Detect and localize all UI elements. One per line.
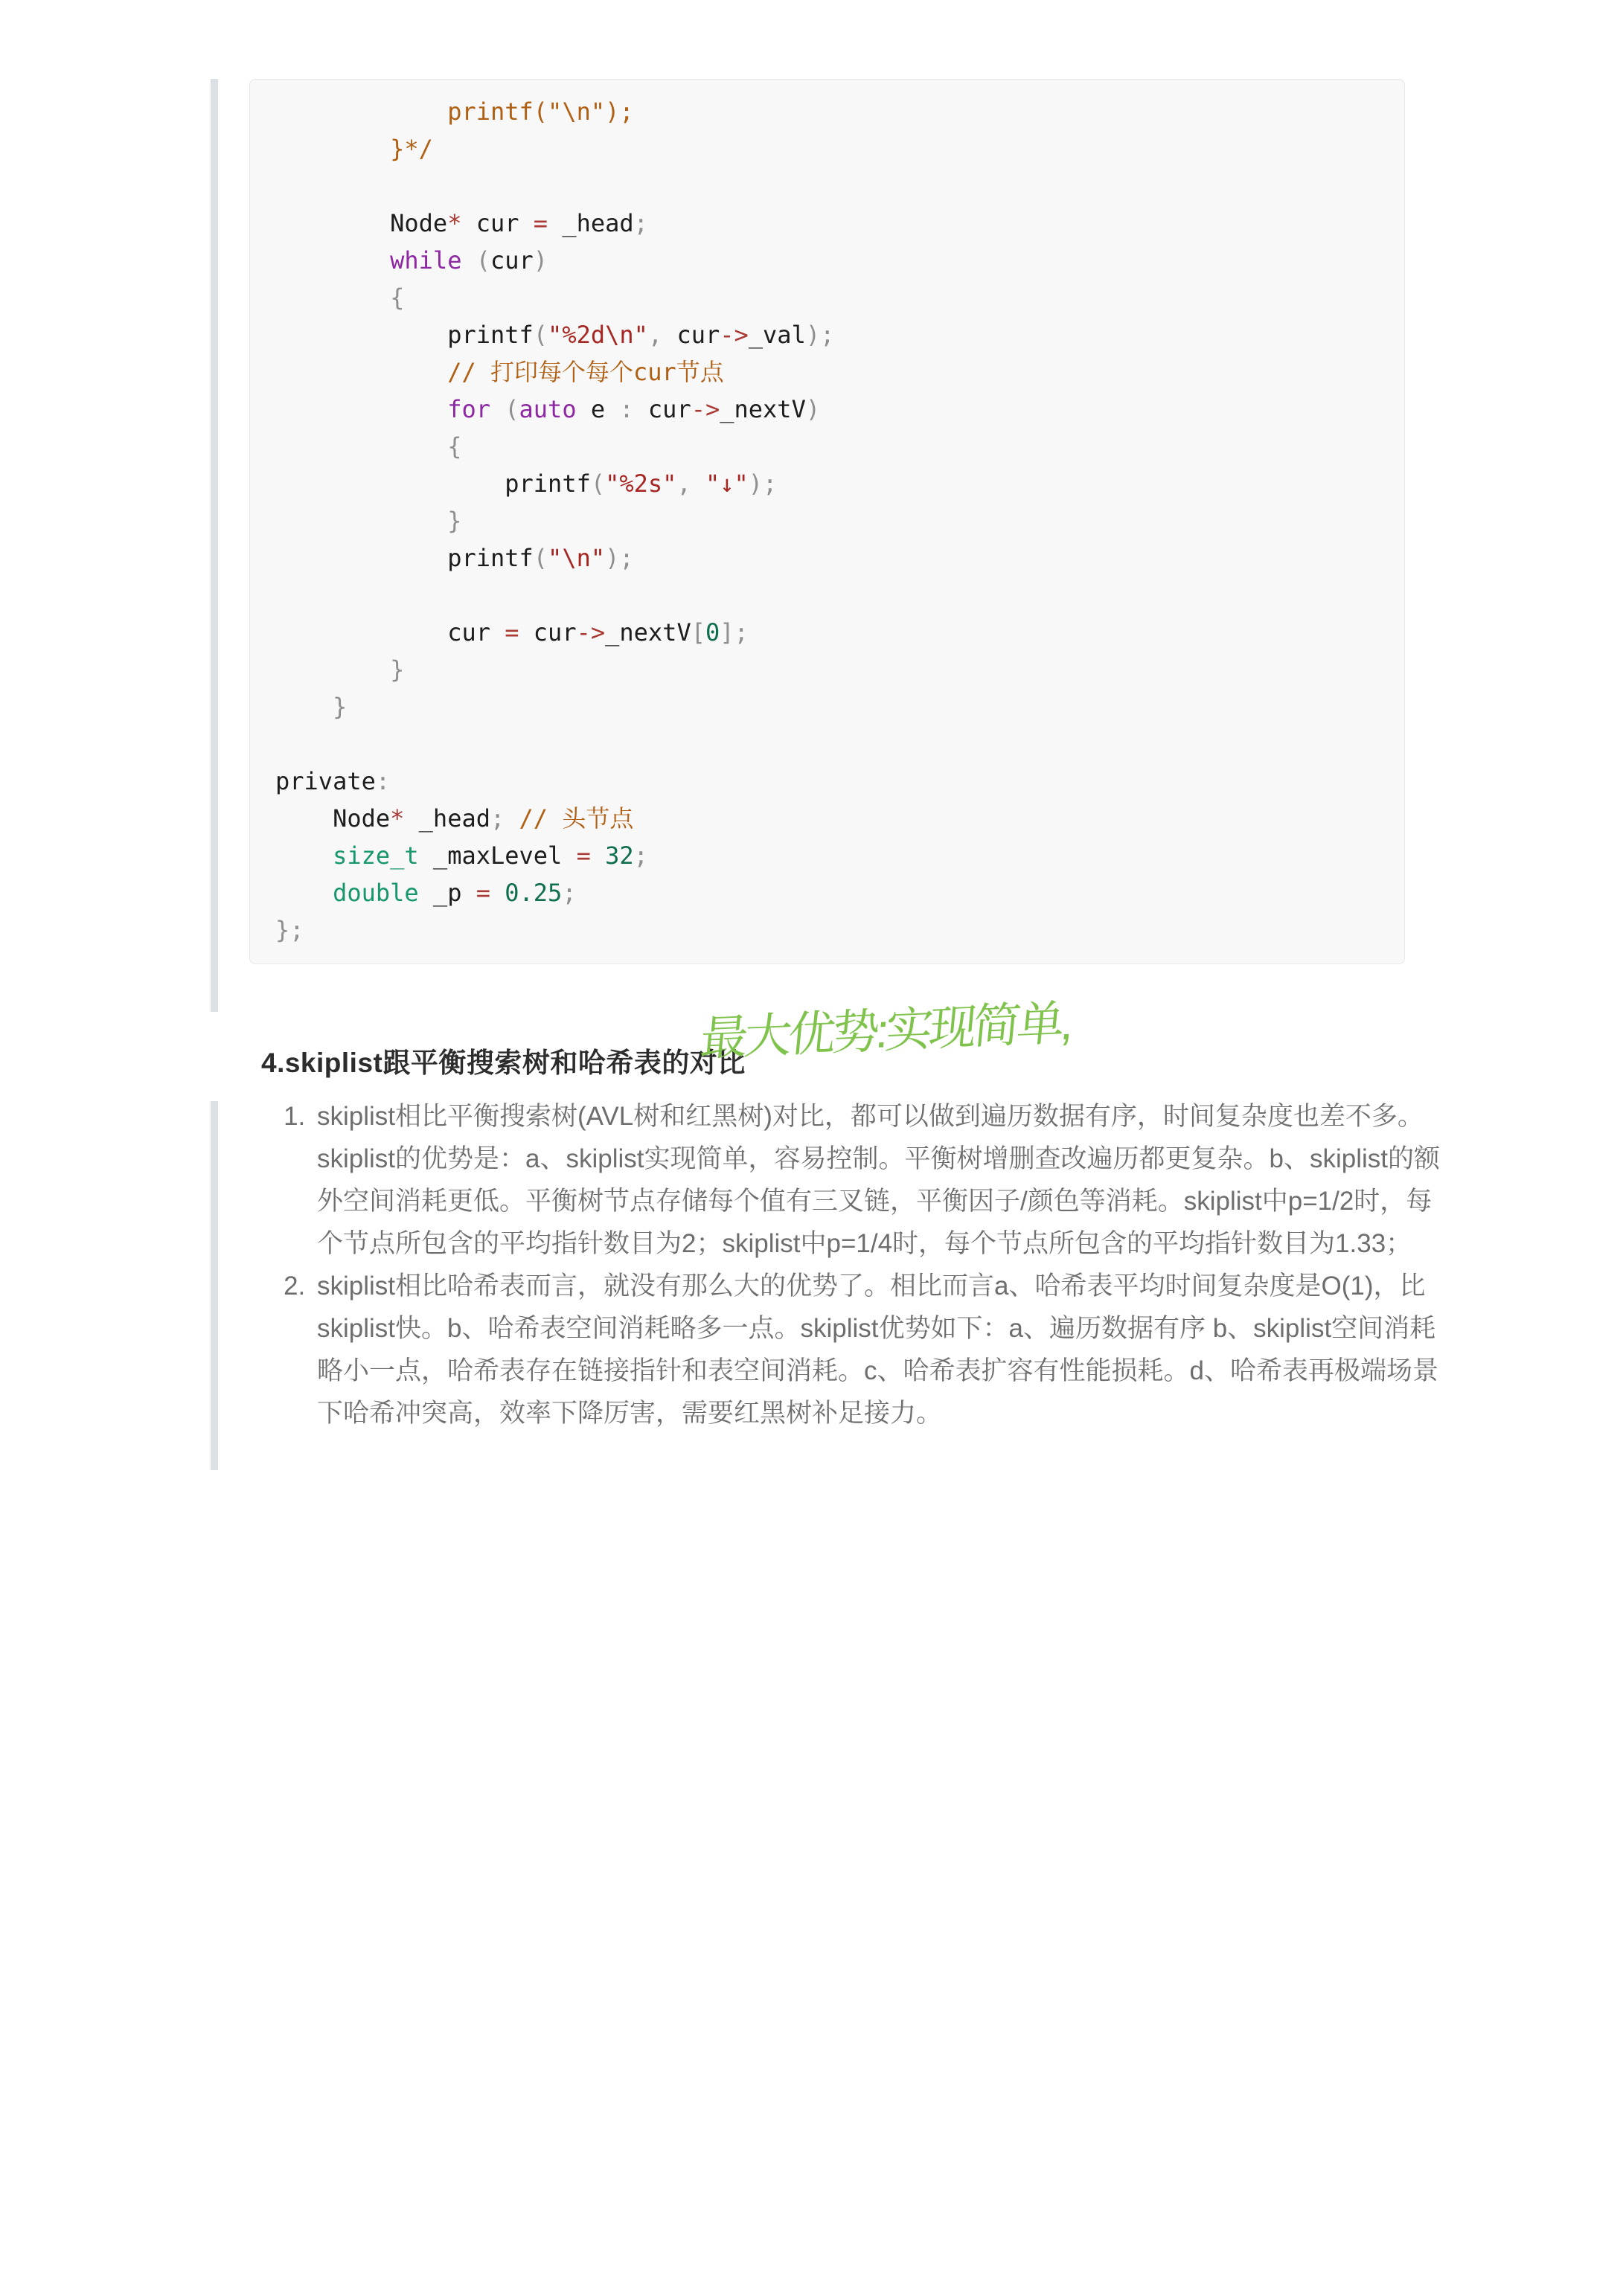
handwritten-annotation: 最大优势:实现简单, — [697, 995, 1073, 1066]
code-line: printf("\n"); — [275, 97, 634, 126]
code-line: { — [275, 283, 405, 312]
code-line — [275, 577, 1382, 614]
left-indicator-bar-top — [211, 79, 218, 1012]
code-block — [249, 79, 1405, 964]
code-line: for (auto e : cur->_nextV) — [275, 395, 821, 423]
code-line: printf("%2d\n", cur->_val); — [275, 321, 835, 349]
code-line: size_t _maxLevel = 32; — [275, 841, 648, 870]
code-line: } — [275, 507, 462, 535]
code-line: cur = cur->_nextV[0]; — [275, 618, 749, 647]
code-line: double _p = 0.25; — [275, 879, 577, 907]
code-line: }; — [275, 916, 304, 944]
code-line — [275, 167, 1382, 205]
code-line: printf("\n"); — [275, 544, 634, 572]
comparison-list — [249, 1095, 1455, 1434]
code-line: Node* cur = _head; — [275, 209, 648, 237]
code-line: Node* _head; // 头节点 — [275, 804, 634, 833]
code-line: }*/ — [275, 135, 433, 163]
code-line: printf("%2s", "↓"); — [275, 469, 778, 498]
code-line: } — [275, 693, 348, 721]
code-content — [275, 93, 1382, 949]
code-line: private: — [275, 767, 391, 795]
code-line — [275, 725, 1382, 763]
list-item: 2. skiplist相比哈希表而言，就没有那么大的优势了。相比而言a、哈希表平均时间复杂度是O(1)，比skiplist快。b、哈希表空间消耗略多一点。skiplist优势如下：a、遍历数据有序 b、skiplist空间消耗略小一点，哈希表存在链接指针和表空间消耗。c、哈希表扩容有性能损耗。d、哈希表再极端场景下哈希冲突高，效率下降厉害，需要红黑树补足接力。 — [313, 1265, 1455, 1434]
code-line: { — [275, 432, 462, 461]
list-item: 1. skiplist相比平衡搜索树(AVL树和红黑树)对比，都可以做到遍历数据有序，时间复杂度也差不多。skiplist的优势是：a、skiplist实现简单，容易控制。平衡树增删查改遍历都更复杂。b、skiplist的额外空间消耗更低。平衡树节点存储每个值有三叉链，平衡因子/颜色等消耗。skiplist中p=1/2时，每个节点所包含的平均指针数目为2；skiplist中p=1/4时，每个节点所包含的平均指针数目为1.33； — [313, 1095, 1455, 1265]
code-line: // 打印每个每个cur节点 — [275, 358, 724, 386]
section-heading: 4.skiplist跟平衡搜索树和哈希表的对比 — [261, 1048, 746, 1078]
code-line: } — [275, 655, 405, 684]
code-line: while (cur) — [275, 246, 548, 275]
left-indicator-bar-bottom — [211, 1101, 218, 1470]
